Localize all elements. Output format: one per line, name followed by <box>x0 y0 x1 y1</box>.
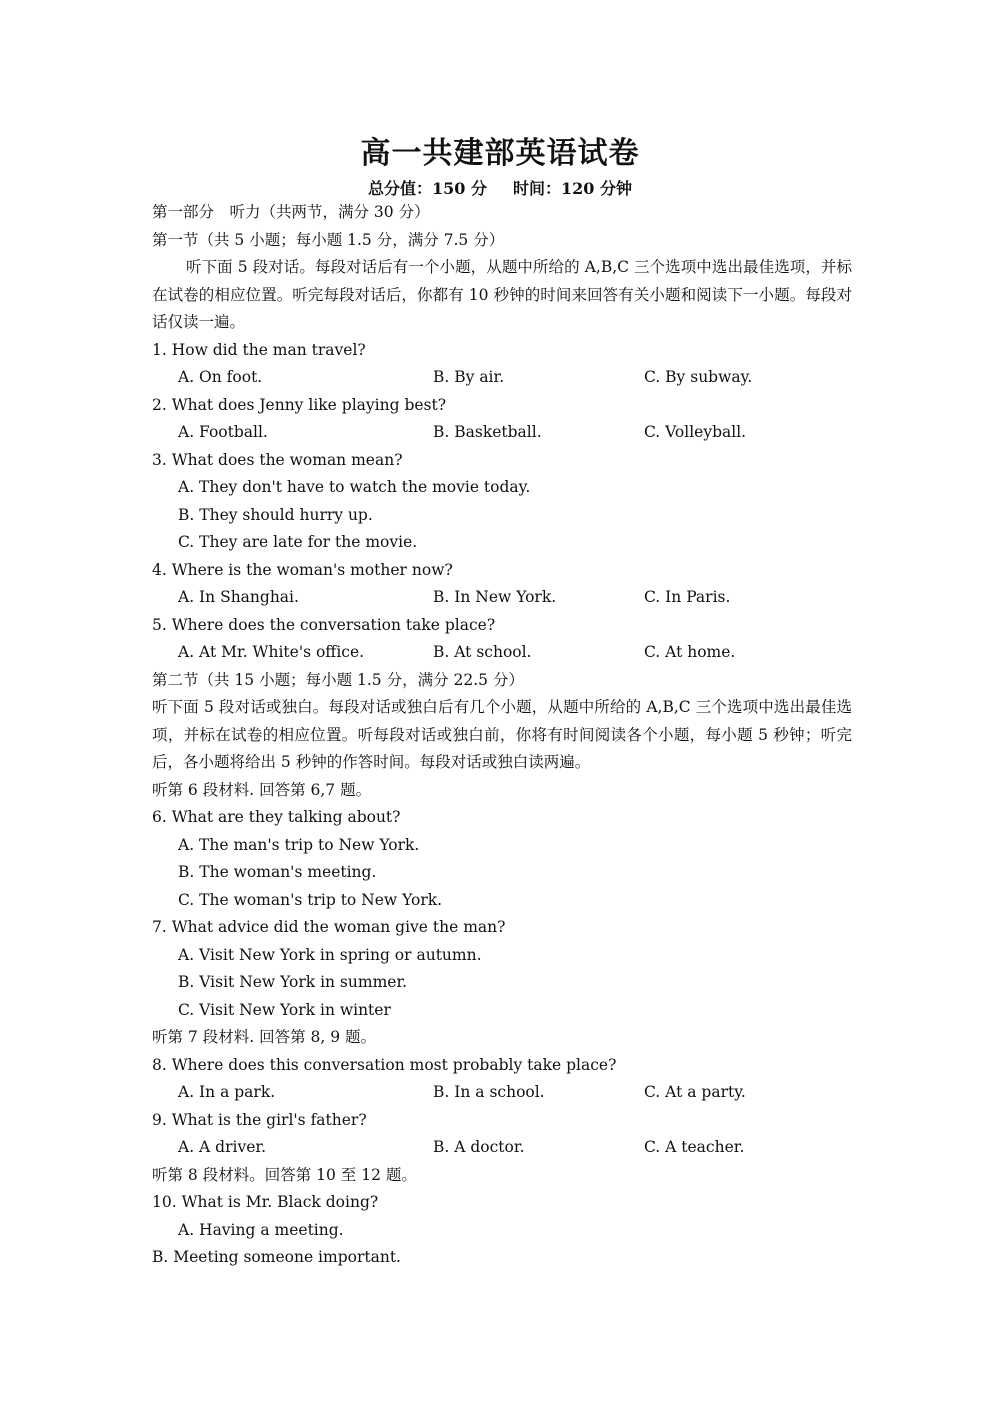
question-options <box>152 639 852 667</box>
option-a: A. In Shanghai. <box>178 588 299 606</box>
option-a: A. Having a meeting. <box>178 1220 344 1239</box>
option-c: C. By subway. <box>644 368 753 386</box>
question-stem: 9. What is the girl's father? <box>152 1110 367 1129</box>
question-stem: 3. What does the woman mean? <box>152 450 403 469</box>
option-b: B. At school. <box>433 643 532 661</box>
option-c: C. They are late for the movie. <box>178 533 418 551</box>
option-c: C. A teacher. <box>644 1138 745 1156</box>
option-a: A. A driver. <box>178 1138 267 1156</box>
option-b: B. A doctor. <box>433 1138 525 1156</box>
option-c: C. Visit New York in winter <box>178 1000 391 1019</box>
question-options <box>152 1134 852 1162</box>
section2-heading: 第二节（共 15 小题；每小题 1.5 分，满分 22.5 分） <box>152 670 524 689</box>
material-note: 听第 8 段材料。回答第 10 至 12 题。 <box>152 1165 417 1184</box>
exam-info <box>0 176 1000 199</box>
option-b: B. Visit New York in summer. <box>178 973 408 991</box>
option-c: C. The woman's trip to New York. <box>178 890 443 909</box>
option-b: B. By air. <box>433 368 505 386</box>
page-title: 高一共建部英语试卷 <box>360 136 640 171</box>
question-options <box>152 584 852 612</box>
question-options <box>152 364 852 392</box>
question-stem: 8. Where does this conversation most probably take place? <box>152 1055 617 1074</box>
question-options <box>152 419 852 447</box>
option-b: B. In a school. <box>433 1083 545 1101</box>
question-stem: 1. How did the man travel? <box>152 340 366 359</box>
question-stem: 2. What does Jenny like playing best? <box>152 395 447 414</box>
option-c: C. At home. <box>644 643 736 661</box>
exam-content <box>152 199 852 1272</box>
option-a: A. In a park. <box>178 1083 276 1101</box>
question-options <box>152 1079 852 1107</box>
option-c: C. Volleyball. <box>644 423 747 441</box>
section1-instructions: 听下面 5 段对话。每段对话后有一个小题，从题中所给的 A,B,C 三个选项中选出最佳选项，并标在试卷的相应位置。听完每段对话后，你都有 10 秒钟的时间来回答有关小题和阅读下一小题。每段对话仅读一遍。 <box>152 258 852 331</box>
material-note: 听第 6 段材料. 回答第 6,7 题。 <box>152 780 372 799</box>
section2-instructions: 听下面 5 段对话或独白。每段对话或独白后有几个小题，从题中所给的 A,B,C 三个选项中选出最佳选项，并标在试卷的相应位置。听每段对话或独白前，你将有时间阅读各个小题，每小题 5 秒钟；听完后，各小题将给出 5 秒钟的作答时间。每段对话或独白读两遍。 <box>152 698 852 771</box>
part1-heading: 第一部分 听力（共两节，满分 30 分） <box>152 203 430 221</box>
option-a: A. At Mr. White's office. <box>178 643 365 661</box>
question-stem: 6. What are they talking about? <box>152 808 401 826</box>
option-a: A. Football. <box>178 423 268 441</box>
material-note: 听第 7 段材料. 回答第 8, 9 题。 <box>152 1028 377 1046</box>
option-b: B. The woman's meeting. <box>178 863 377 881</box>
option-c: C. At a party. <box>644 1083 746 1101</box>
section1-heading: 第一节（共 5 小题；每小题 1.5 分，满分 7.5 分） <box>152 230 505 249</box>
total-score: 总分值：150 分 <box>368 179 487 198</box>
option-c: C. In Paris. <box>644 588 731 606</box>
option-b: B. In New York. <box>433 588 557 606</box>
option-b: B. Basketball. <box>433 423 542 441</box>
question-stem: 10. What is Mr. Black doing? <box>152 1193 379 1211</box>
option-b: B. Meeting someone important. <box>152 1248 401 1266</box>
option-a: A. The man's trip to New York. <box>178 835 420 854</box>
question-stem: 7. What advice did the woman give the man? <box>152 918 506 936</box>
option-b: B. They should hurry up. <box>178 505 373 524</box>
question-stem: 5. Where does the conversation take place? <box>152 615 496 634</box>
option-a: A. Visit New York in spring or autumn. <box>178 945 482 964</box>
time-limit: 时间：120 分钟 <box>513 179 632 198</box>
option-a: A. They don't have to watch the movie today. <box>178 478 531 496</box>
option-a: A. On foot. <box>178 368 263 386</box>
question-stem: 4. Where is the woman's mother now? <box>152 560 453 579</box>
